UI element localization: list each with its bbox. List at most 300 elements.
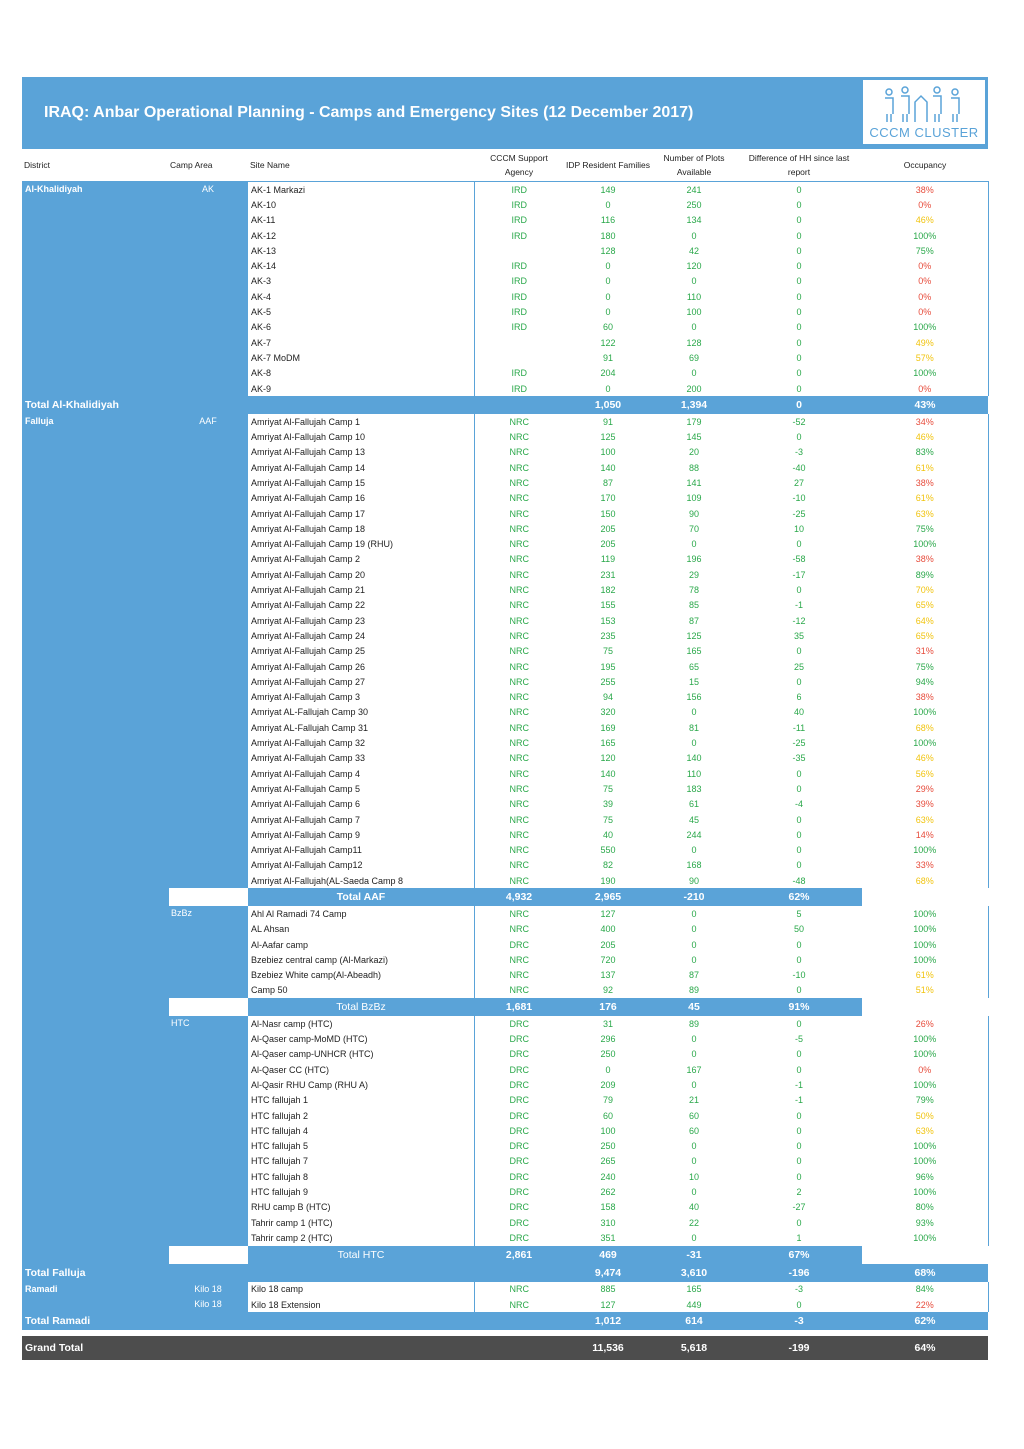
occupancy-cell: 61%	[862, 968, 988, 983]
plots-cell: 141	[686, 477, 702, 488]
col-header-occupancy: Occupancy	[862, 149, 988, 182]
families-cell: 190	[600, 875, 616, 886]
agency-cell: IRD	[511, 383, 527, 394]
occupancy-cell: 63%	[862, 812, 988, 827]
difference-cell: 50	[793, 924, 804, 935]
families-cell: 75	[602, 783, 613, 794]
cccm-cluster-logo	[862, 79, 986, 145]
difference-cell: -58	[792, 554, 806, 565]
agency-cell: DRC	[509, 1034, 529, 1045]
difference-cell: -48	[792, 875, 806, 886]
site-name-cell: Amriyat Al-Fallujah Camp 10	[248, 429, 474, 444]
families-cell: 127	[600, 1299, 616, 1310]
district-total-occupancy: 43%	[862, 396, 988, 414]
occupancy-cell: 100%	[862, 952, 988, 967]
plots-cell: 168	[686, 860, 702, 871]
site-name-cell: Amriyat Al-Fallujah Camp 33	[248, 751, 474, 766]
families-cell: 150	[600, 508, 616, 519]
occupancy-cell: 89%	[862, 567, 988, 582]
difference-cell: -5	[794, 1034, 803, 1045]
occupancy-cell: 100%	[862, 735, 988, 750]
site-name-cell: Amriyat Al-Fallujah Camp 4	[248, 766, 474, 781]
plots-cell: 69	[688, 352, 699, 363]
table-row	[22, 414, 988, 429]
site-name-cell: Al-Nasr camp (HTC)	[248, 1016, 474, 1031]
plots-cell: 128	[686, 337, 702, 348]
occupancy-cell: 65%	[862, 628, 988, 643]
difference-cell: -25	[792, 738, 806, 749]
agency-cell: DRC	[509, 1064, 529, 1075]
site-name-cell: AK-14	[248, 258, 474, 273]
col-header-agency: CCCM Support Agency	[474, 149, 564, 182]
difference-cell: -40	[792, 462, 806, 473]
plots-cell: 61	[688, 799, 699, 810]
site-name-cell: Amriyat Al-Fallujah Camp 25	[248, 644, 474, 659]
district-total-difference: -3	[736, 1312, 862, 1330]
plots-cell: 0	[691, 1034, 697, 1045]
site-name-cell: Amriyat Al-Fallujah Camp 15	[248, 475, 474, 490]
occupancy-cell: 34%	[862, 414, 988, 429]
site-name-cell: HTC fallujah 1	[248, 1093, 474, 1108]
site-name-cell: Amriyat Al-Fallujah Camp 17	[248, 506, 474, 521]
agency-cell: DRC	[509, 1125, 529, 1136]
agency-cell: DRC	[509, 1079, 529, 1090]
difference-cell: 0	[796, 432, 802, 443]
site-name-cell: Al-Qasir RHU Camp (RHU A)	[248, 1077, 474, 1092]
difference-cell: -12	[792, 615, 806, 626]
difference-cell: 0	[796, 1299, 802, 1310]
agency-cell: DRC	[509, 1187, 529, 1198]
subtotal-spacer	[168, 1246, 248, 1264]
camp-area-cell: Kilo 18	[168, 1297, 248, 1312]
difference-cell: -27	[792, 1202, 806, 1213]
subtotal-families: 1,681	[474, 998, 564, 1016]
site-name-cell: AK-10	[248, 197, 474, 212]
families-cell: 209	[600, 1079, 616, 1090]
agency-cell: IRD	[511, 322, 527, 333]
camp-area-cell: AAF	[168, 414, 248, 888]
site-name-cell: Amriyat Al-Fallujah Camp12	[248, 858, 474, 873]
occupancy-cell: 0%	[862, 197, 988, 212]
site-name-cell: Amriyat Al-Fallujah Camp 27	[248, 674, 474, 689]
site-name-cell: Amriyat Al-Fallujah Camp 5	[248, 781, 474, 796]
occupancy-cell: 0%	[862, 289, 988, 304]
site-name-cell: AK-9	[248, 381, 474, 396]
site-name-cell: AK-8	[248, 366, 474, 381]
plots-cell: 196	[686, 554, 702, 565]
occupancy-cell: 29%	[862, 781, 988, 796]
district-total-families: 9,474	[564, 1264, 652, 1282]
difference-cell: 0	[796, 1217, 802, 1228]
families-cell: 205	[600, 939, 616, 950]
families-cell: 720	[600, 954, 616, 965]
difference-cell: 0	[796, 1110, 802, 1121]
site-name-cell: Amriyat Al-Fallujah Camp 18	[248, 521, 474, 536]
occupancy-cell: 0%	[862, 381, 988, 396]
families-cell: 170	[600, 493, 616, 504]
difference-cell: 0	[796, 245, 802, 256]
occupancy-cell: 100%	[862, 906, 988, 921]
plots-cell: 65	[688, 661, 699, 672]
plots-cell: 0	[691, 1187, 697, 1198]
families-cell: 0	[605, 291, 611, 302]
families-cell: 39	[602, 799, 613, 810]
site-name-cell: Kilo 18 Extension	[248, 1297, 474, 1312]
agency-cell: DRC	[509, 1232, 529, 1243]
difference-cell: -1	[794, 1079, 803, 1090]
plots-cell: 89	[688, 1018, 699, 1029]
subtotal-label: Total AAF	[248, 888, 474, 906]
grand-total-families: 11,536	[564, 1336, 652, 1360]
families-cell: 127	[600, 909, 616, 919]
difference-cell: 10	[793, 523, 804, 534]
difference-cell: 0	[796, 585, 802, 596]
difference-cell: -52	[792, 416, 806, 427]
plots-cell: 0	[691, 954, 697, 965]
families-cell: 204	[600, 368, 616, 379]
families-cell: 205	[600, 523, 616, 534]
district-total-difference: 0	[736, 396, 862, 414]
site-name-cell: Amriyat Al-Fallujah Camp 1	[248, 414, 474, 429]
district-cell: Falluja	[22, 414, 168, 1263]
plots-cell: 110	[686, 291, 702, 302]
agency-cell: NRC	[509, 585, 529, 596]
plots-cell: 449	[686, 1299, 702, 1310]
plots-cell: 0	[691, 322, 697, 333]
plots-cell: 0	[691, 230, 697, 241]
agency-cell: DRC	[509, 1018, 529, 1029]
agency-cell: NRC	[509, 707, 529, 718]
occupancy-cell: 22%	[862, 1297, 988, 1312]
plots-cell: 183	[686, 783, 702, 794]
site-name-cell: Amriyat Al-Fallujah Camp 3	[248, 690, 474, 705]
occupancy-cell: 57%	[862, 350, 988, 365]
difference-cell: 27	[793, 477, 804, 488]
site-name-cell: Amriyat Al-Fallujah Camp 22	[248, 598, 474, 613]
site-name-cell: Al-Qaser camp-MoMD (HTC)	[248, 1031, 474, 1046]
families-cell: 91	[602, 352, 613, 363]
occupancy-cell: 61%	[862, 460, 988, 475]
difference-cell: 0	[796, 829, 802, 840]
families-cell: 94	[602, 692, 613, 703]
families-cell: 0	[605, 261, 611, 272]
plots-cell: 0	[691, 276, 697, 287]
difference-cell: 0	[796, 322, 802, 333]
families-cell: 310	[600, 1217, 616, 1228]
plots-cell: 89	[688, 985, 699, 996]
occupancy-cell: 0%	[862, 274, 988, 289]
difference-cell: -10	[792, 493, 806, 504]
site-name-cell: HTC fallujah 8	[248, 1169, 474, 1184]
district-total-label: Total Al-Khalidiyah	[22, 396, 564, 414]
agency-cell	[474, 335, 564, 350]
plots-cell: 110	[686, 768, 702, 779]
grand-total-label: Grand Total	[22, 1336, 564, 1360]
families-cell: 91	[602, 416, 613, 427]
table-header-row	[22, 149, 988, 182]
difference-cell: 0	[796, 845, 802, 856]
plots-cell: 0	[691, 707, 697, 718]
site-name-cell: Amriyat Al-Fallujah Camp 19 (RHU)	[248, 537, 474, 552]
families-cell: 122	[600, 337, 616, 348]
plots-cell: 200	[686, 383, 702, 394]
subtotal-occupancy: 67%	[736, 1246, 862, 1264]
site-name-cell: Amriyat Al-Fallujah Camp 20	[248, 567, 474, 582]
agency-cell: NRC	[509, 462, 529, 473]
district-total-row	[22, 1264, 988, 1282]
difference-cell: 0	[796, 276, 802, 287]
families-cell: 240	[600, 1171, 616, 1182]
families-cell: 125	[600, 432, 616, 443]
plots-cell: 78	[688, 585, 699, 596]
camp-area-cell: BzBz	[168, 906, 248, 998]
occupancy-cell: 96%	[862, 1169, 988, 1184]
camps-table	[22, 149, 989, 1360]
occupancy-cell: 100%	[862, 366, 988, 381]
agency-cell: NRC	[509, 416, 529, 427]
col-header-district: District	[22, 149, 168, 182]
agency-cell: NRC	[509, 924, 529, 935]
families-cell: 885	[600, 1284, 616, 1295]
site-name-cell: AK-11	[248, 213, 474, 228]
plots-cell: 0	[691, 738, 697, 749]
occupancy-cell: 100%	[862, 1184, 988, 1199]
families-cell: 351	[600, 1232, 616, 1243]
agency-cell	[474, 350, 564, 365]
subtotal-plots: 469	[564, 1246, 652, 1264]
occupancy-cell: 46%	[862, 751, 988, 766]
agency-cell: NRC	[509, 692, 529, 703]
agency-cell: NRC	[509, 630, 529, 641]
plots-cell: 21	[688, 1095, 699, 1106]
plots-cell: 140	[686, 753, 702, 764]
plots-cell: 42	[688, 245, 699, 256]
agency-cell: NRC	[509, 860, 529, 871]
agency-cell: NRC	[509, 447, 529, 458]
plots-cell: 109	[686, 493, 702, 504]
families-cell: 320	[600, 707, 616, 718]
site-name-cell: Al-Aafar camp	[248, 937, 474, 952]
agency-cell: IRD	[511, 230, 527, 241]
occupancy-cell: 49%	[862, 335, 988, 350]
agency-cell: DRC	[509, 1049, 529, 1060]
site-name-cell: AK-5	[248, 304, 474, 319]
agency-cell: DRC	[509, 939, 529, 950]
agency-cell: NRC	[509, 477, 529, 488]
plots-cell: 60	[688, 1110, 699, 1121]
families-cell: 165	[600, 738, 616, 749]
table-row	[22, 1282, 988, 1297]
site-name-cell: HTC fallujah 2	[248, 1108, 474, 1123]
site-name-cell: AK-12	[248, 228, 474, 243]
difference-cell: 5	[796, 909, 802, 919]
plots-cell: 179	[686, 416, 702, 427]
agency-cell: NRC	[509, 1284, 529, 1295]
agency-cell: NRC	[509, 875, 529, 886]
occupancy-cell: 68%	[862, 720, 988, 735]
families-cell: 31	[602, 1018, 613, 1029]
agency-cell: NRC	[509, 432, 529, 443]
difference-cell: 0	[796, 307, 802, 318]
site-name-cell: Amriyat AL-Fallujah Camp 30	[248, 705, 474, 720]
occupancy-cell: 38%	[862, 552, 988, 567]
plots-cell: 45	[688, 814, 699, 825]
difference-cell: 0	[796, 814, 802, 825]
occupancy-cell: 39%	[862, 797, 988, 812]
families-cell: 100	[600, 447, 616, 458]
agency-cell: IRD	[511, 291, 527, 302]
families-cell: 120	[600, 753, 616, 764]
occupancy-cell: 38%	[862, 475, 988, 490]
difference-cell: 0	[796, 768, 802, 779]
difference-cell: 0	[796, 539, 802, 550]
difference-cell: 0	[796, 985, 802, 996]
occupancy-cell: 46%	[862, 213, 988, 228]
subtotal-plots: 2,965	[564, 888, 652, 906]
occupancy-cell: 75%	[862, 243, 988, 258]
occupancy-cell: 61%	[862, 491, 988, 506]
occupancy-cell: 50%	[862, 1108, 988, 1123]
site-name-cell: Amriyat Al-Fallujah Camp 32	[248, 735, 474, 750]
families-cell: 235	[600, 630, 616, 641]
site-name-cell: HTC fallujah 4	[248, 1123, 474, 1138]
site-name-cell: AK-1 Markazi	[248, 182, 474, 198]
families-cell: 195	[600, 661, 616, 672]
plots-cell: 0	[691, 1141, 697, 1152]
difference-cell: 0	[796, 291, 802, 302]
subtotal-spacer	[168, 998, 248, 1016]
occupancy-cell: 100%	[862, 1139, 988, 1154]
difference-cell: 2	[796, 1187, 802, 1198]
site-name-cell: Amriyat Al-Fallujah Camp 9	[248, 827, 474, 842]
families-cell: 100	[600, 1125, 616, 1136]
site-name-cell: Amriyat Al-Fallujah Camp 26	[248, 659, 474, 674]
agency-cell: DRC	[509, 1202, 529, 1213]
occupancy-cell: 100%	[862, 705, 988, 720]
occupancy-cell: 100%	[862, 228, 988, 243]
families-cell: 82	[602, 860, 613, 871]
site-name-cell: AK-4	[248, 289, 474, 304]
plots-cell: 87	[688, 970, 699, 981]
agency-cell	[474, 243, 564, 258]
occupancy-cell: 26%	[862, 1016, 988, 1031]
site-name-cell: Tahrir camp 1 (HTC)	[248, 1215, 474, 1230]
families-cell: 182	[600, 585, 616, 596]
difference-cell: 35	[793, 630, 804, 641]
plots-cell: 145	[686, 432, 702, 443]
agency-cell: NRC	[509, 970, 529, 981]
difference-cell: 0	[796, 783, 802, 794]
plots-cell: 167	[686, 1064, 702, 1075]
agency-cell: NRC	[509, 783, 529, 794]
occupancy-cell: 75%	[862, 521, 988, 536]
plots-cell: 85	[688, 600, 699, 611]
col-header-plots: Number of Plots Available	[652, 149, 736, 182]
agency-cell: DRC	[509, 1171, 529, 1182]
site-name-cell: Amriyat Al-Fallujah Camp11	[248, 842, 474, 857]
agency-cell: NRC	[509, 845, 529, 856]
families-cell: 0	[605, 383, 611, 394]
subtotal-difference: 45	[652, 998, 736, 1016]
plots-cell: 0	[691, 924, 697, 935]
families-cell: 140	[600, 768, 616, 779]
site-name-cell: Kilo 18 camp	[248, 1282, 474, 1297]
agency-cell: NRC	[509, 768, 529, 779]
families-cell: 119	[600, 554, 616, 565]
occupancy-cell: 64%	[862, 613, 988, 628]
difference-cell: 6	[796, 692, 802, 703]
families-cell: 153	[600, 615, 616, 626]
plots-cell: 60	[688, 1125, 699, 1136]
families-cell: 550	[600, 845, 616, 856]
families-cell: 180	[600, 230, 616, 241]
agency-cell: NRC	[509, 954, 529, 965]
site-name-cell: AK-7 MoDM	[248, 350, 474, 365]
agency-cell: DRC	[509, 1095, 529, 1106]
people-logo-icon	[881, 84, 967, 124]
difference-cell: 0	[796, 1018, 802, 1029]
families-cell: 140	[600, 462, 616, 473]
plots-cell: 241	[686, 184, 702, 195]
plots-cell: 40	[688, 1202, 699, 1213]
difference-cell: -4	[794, 799, 803, 810]
difference-cell: 1	[796, 1232, 802, 1243]
agency-cell: IRD	[511, 307, 527, 318]
occupancy-cell: 0%	[862, 1062, 988, 1077]
families-cell: 0	[605, 307, 611, 318]
plots-cell: 0	[691, 1156, 697, 1167]
difference-cell: 0	[796, 230, 802, 241]
occupancy-cell: 94%	[862, 674, 988, 689]
plots-cell: 0	[691, 1079, 697, 1090]
district-total-label: Total Ramadi	[22, 1312, 564, 1330]
occupancy-cell: 100%	[862, 320, 988, 335]
agency-cell: IRD	[511, 199, 527, 210]
families-cell: 265	[600, 1156, 616, 1167]
camp-area-cell: Kilo 18	[168, 1282, 248, 1297]
difference-cell: 0	[796, 860, 802, 871]
difference-cell: 0	[796, 646, 802, 657]
grand-total-occupancy: 64%	[862, 1336, 988, 1360]
table-body	[22, 182, 988, 1361]
agency-cell: NRC	[509, 985, 529, 996]
difference-cell: 0	[796, 676, 802, 687]
agency-cell: DRC	[509, 1110, 529, 1121]
occupancy-cell: 0%	[862, 258, 988, 273]
agency-cell: NRC	[509, 814, 529, 825]
site-name-cell: Amriyat Al-Fallujah Camp 2	[248, 552, 474, 567]
site-name-cell: Al-Qaser camp-UNHCR (HTC)	[248, 1047, 474, 1062]
plots-cell: 90	[688, 508, 699, 519]
occupancy-cell: 63%	[862, 1123, 988, 1138]
site-name-cell: HTC fallujah 7	[248, 1154, 474, 1169]
agency-cell: NRC	[509, 493, 529, 504]
agency-cell: DRC	[509, 1156, 529, 1167]
logo-text: CCCM CLUSTER	[869, 125, 979, 140]
families-cell: 250	[600, 1049, 616, 1060]
site-name-cell: Ahl Al Ramadi 74 Camp	[248, 906, 474, 921]
occupancy-cell: 65%	[862, 598, 988, 613]
families-cell: 149	[600, 184, 616, 195]
district-total-plots: 1,394	[652, 396, 736, 414]
site-name-cell: AK-13	[248, 243, 474, 258]
agency-cell: IRD	[511, 184, 527, 195]
plots-cell: 134	[686, 215, 702, 226]
site-name-cell: RHU camp B (HTC)	[248, 1200, 474, 1215]
agency-cell: NRC	[509, 753, 529, 764]
col-header-families: IDP Resident Families	[564, 149, 652, 182]
plots-cell: 0	[691, 539, 697, 550]
